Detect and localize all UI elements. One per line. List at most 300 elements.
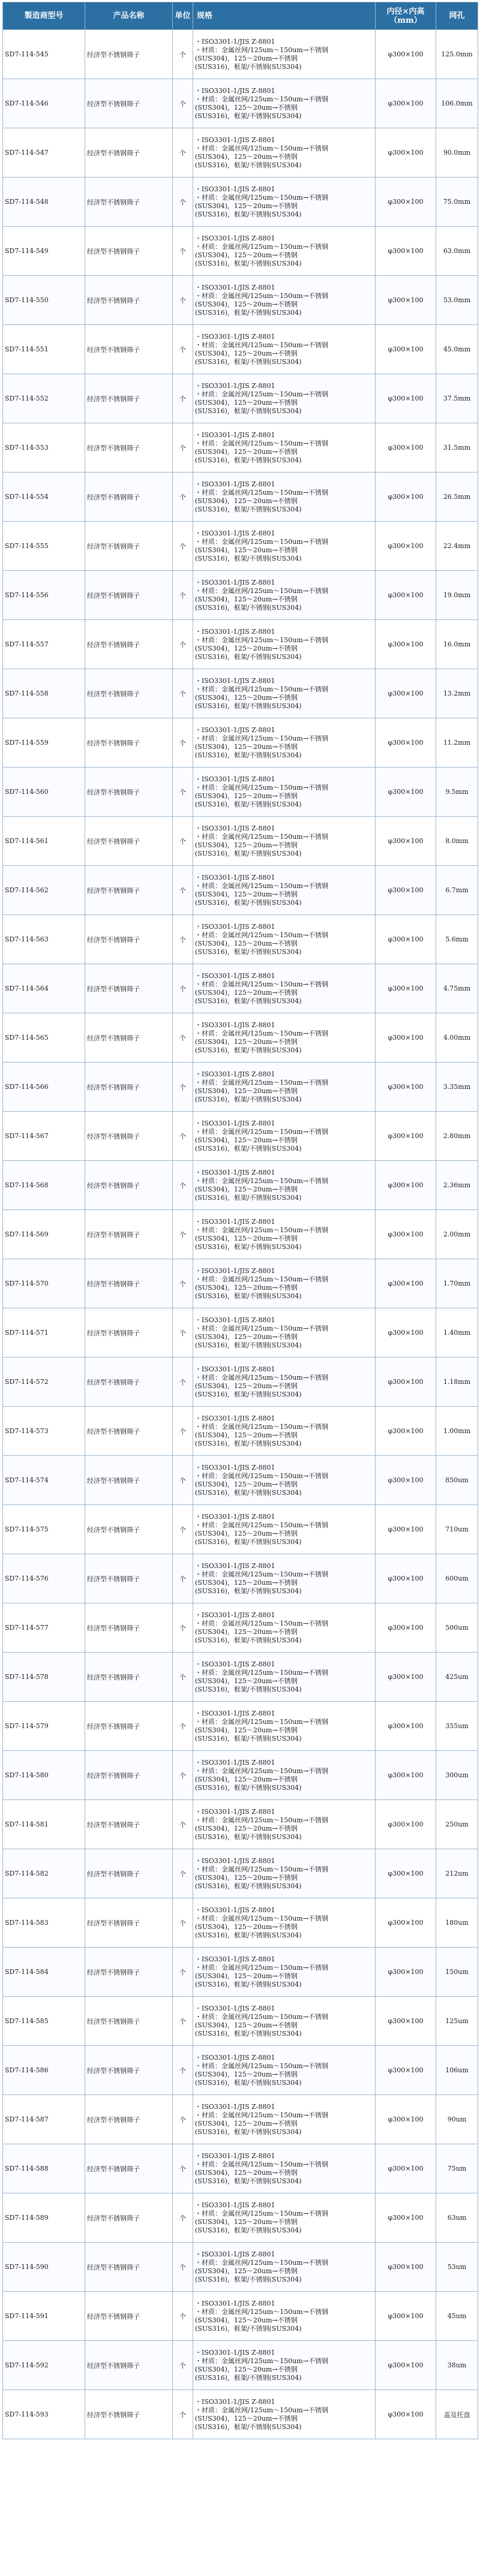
cell-mesh: 1.18mm [436, 1358, 478, 1407]
cell-unit: 个 [173, 1603, 193, 1653]
spec-line: (SUS304)，125～20um→不锈钢 [195, 1136, 298, 1144]
spec-line: ・ISO3301-1/JIS Z-8801 [195, 627, 275, 636]
cell-mesh: 53.0mm [436, 276, 478, 325]
cell-size: φ300×100 [376, 522, 436, 571]
cell-name: 经济型不锈钢筛子 [85, 177, 173, 227]
spec-line: (SUS304)，125～20um→不锈钢 [195, 1873, 298, 1882]
spec-line: (SUS304)，125～20um→不锈钢 [195, 2021, 298, 2029]
spec-line: (SUS304)，125～20um→不锈钢 [195, 447, 298, 456]
spec-line: ・ISO3301-1/JIS Z-8801 [195, 86, 275, 95]
cell-mesh: 355um [436, 1702, 478, 1751]
cell-size: φ300×100 [376, 128, 436, 177]
cell-spec [193, 177, 376, 227]
spec-line: (SUS304)，125～20um→不锈钢 [195, 2267, 298, 2275]
cell-name: 经济型不锈钢筛子 [85, 1997, 173, 2046]
spec-line: ・ISO3301-1/JIS Z-8801 [195, 381, 275, 390]
cell-model: SD7-114-571 [3, 1308, 85, 1358]
cell-mesh: 90um [436, 2095, 478, 2144]
table-row [3, 177, 478, 227]
table-row [3, 1603, 478, 1653]
cell-spec [193, 1800, 376, 1849]
spec-line: (SUS304)，125～20um→不锈钢 [195, 1726, 298, 1734]
table-row [3, 2046, 478, 2095]
cell-name: 经济型不锈钢筛子 [85, 571, 173, 620]
cell-model: SD7-114-546 [3, 79, 85, 128]
spec-line: (SUS316)，框架/不锈钢(SUS304) [195, 1882, 302, 1890]
spec-line: (SUS304)，125～20um→不锈钢 [195, 349, 298, 357]
cell-model: SD7-114-577 [3, 1603, 85, 1653]
spec-line: ・ISO3301-1/JIS Z-8801 [195, 1758, 275, 1767]
spec-line: (SUS304)，125～20um→不锈钢 [195, 988, 298, 997]
cell-mesh: 106um [436, 2046, 478, 2095]
cell-model: SD7-114-568 [3, 1161, 85, 1210]
spec-line: (SUS304)，125～20um→不锈钢 [195, 693, 298, 702]
cell-size: φ300×100 [376, 817, 436, 866]
cell-mesh: 9.5mm [436, 768, 478, 817]
cell-name: 经济型不锈钢筛子 [85, 522, 173, 571]
cell-size: φ300×100 [376, 1849, 436, 1898]
spec-line: (SUS316)，框架/不锈钢(SUS304) [195, 2226, 302, 2234]
cell-name: 经济型不锈钢筛子 [85, 915, 173, 964]
table-row [3, 817, 478, 866]
spec-line: ・ISO3301-1/JIS Z-8801 [195, 1414, 275, 1422]
spec-line: (SUS316)，框架/不锈钢(SUS304) [195, 1685, 302, 1693]
spec-line: ・ISO3301-1/JIS Z-8801 [195, 2201, 275, 2209]
spec-line: (SUS304)，125～20um→不锈钢 [195, 1332, 298, 1341]
table-row [3, 1013, 478, 1063]
table-row [3, 1898, 478, 1948]
spec-line: ・材质：金属丝网/125um～150um→不锈钢 [195, 341, 328, 349]
spec-line: ・材质：金属丝网/125um～150um→不锈钢 [195, 242, 328, 251]
cell-model: SD7-114-545 [3, 30, 85, 79]
cell-model: SD7-114-579 [3, 1702, 85, 1751]
cell-size: φ300×100 [376, 227, 436, 276]
cell-size: φ300×100 [376, 669, 436, 718]
spec-line: ・ISO3301-1/JIS Z-8801 [195, 234, 275, 242]
cell-spec [193, 374, 376, 423]
cell-size: φ300×100 [376, 1702, 436, 1751]
cell-mesh: 600um [436, 1554, 478, 1603]
cell-size: φ300×100 [376, 2292, 436, 2341]
cell-model: SD7-114-554 [3, 473, 85, 522]
cell-model: SD7-114-584 [3, 1948, 85, 1997]
table-row [3, 128, 478, 177]
cell-model: SD7-114-582 [3, 1849, 85, 1898]
cell-model: SD7-114-591 [3, 2292, 85, 2341]
spec-line: (SUS316)，框架/不锈钢(SUS304) [195, 1488, 302, 1497]
spec-line: ・ISO3301-1/JIS Z-8801 [195, 2250, 275, 2258]
cell-unit: 个 [173, 1259, 193, 1308]
spec-line: (SUS304)，125～20um→不锈钢 [195, 2414, 298, 2422]
cell-mesh: 1.70mm [436, 1259, 478, 1308]
table-row [3, 768, 478, 817]
cell-unit: 个 [173, 2046, 193, 2095]
table-row [3, 1849, 478, 1898]
spec-line: (SUS304)，125～20um→不锈钢 [195, 251, 298, 259]
cell-name: 经济型不锈钢筛子 [85, 325, 173, 374]
spec-line: ・材质：金属丝网/125um～150um→不锈钢 [195, 439, 328, 447]
cell-mesh: 710um [436, 1505, 478, 1554]
cell-size: φ300×100 [376, 1112, 436, 1161]
header-mesh: 网孔 [436, 2, 478, 30]
cell-unit: 个 [173, 1898, 193, 1948]
spec-line: (SUS304)，125～20um→不锈钢 [195, 644, 298, 652]
cell-unit: 个 [173, 1210, 193, 1259]
table-row [3, 620, 478, 669]
spec-line: ・材质：金属丝网/125um～150um→不锈钢 [195, 1176, 328, 1185]
cell-name: 经济型不锈钢筛子 [85, 2243, 173, 2292]
spec-line: ・材质：金属丝网/125um～150um→不锈钢 [195, 1422, 328, 1431]
spec-line: ・材质：金属丝网/125um～150um→不锈钢 [195, 1324, 328, 1332]
cell-size: φ300×100 [376, 276, 436, 325]
cell-unit: 个 [173, 915, 193, 964]
cell-size: φ300×100 [376, 1456, 436, 1505]
table-row [3, 718, 478, 768]
cell-name: 经济型不锈钢筛子 [85, 423, 173, 473]
cell-spec [193, 1849, 376, 1898]
table-row [3, 1653, 478, 1702]
spec-line: ・ISO3301-1/JIS Z-8801 [195, 332, 275, 341]
cell-name: 经济型不锈钢筛子 [85, 1948, 173, 1997]
spec-line: (SUS304)，125～20um→不锈钢 [195, 54, 298, 62]
cell-model: SD7-114-564 [3, 964, 85, 1013]
spec-line: ・ISO3301-1/JIS Z-8801 [195, 1906, 275, 1914]
spec-line: (SUS304)，125～20um→不锈钢 [195, 546, 298, 554]
spec-line: ・ISO3301-1/JIS Z-8801 [195, 1512, 275, 1521]
cell-name: 经济型不锈钢筛子 [85, 1554, 173, 1603]
spec-line: (SUS316)，框架/不锈钢(SUS304) [195, 898, 302, 907]
cell-size: φ300×100 [376, 1800, 436, 1849]
spec-line: (SUS316)，框架/不锈钢(SUS304) [195, 456, 302, 464]
cell-mesh: 250um [436, 1800, 478, 1849]
cell-model: SD7-114-569 [3, 1210, 85, 1259]
cell-spec [193, 1013, 376, 1063]
spec-line: ・材质：金属丝网/125um～150um→不锈钢 [195, 390, 328, 398]
cell-name: 经济型不锈钢筛子 [85, 1456, 173, 1505]
spec-line: (SUS304)，125～20um→不锈钢 [195, 1627, 298, 1636]
spec-line: (SUS316)，框架/不锈钢(SUS304) [195, 1144, 302, 1152]
spec-line: (SUS316)，框架/不锈钢(SUS304) [195, 1439, 302, 1448]
spec-line: ・材质：金属丝网/125um～150um→不锈钢 [195, 1127, 328, 1136]
cell-unit: 个 [173, 2095, 193, 2144]
spec-line: (SUS316)，框架/不锈钢(SUS304) [195, 1734, 302, 1743]
spec-line: ・材质：金属丝网/125um～150um→不锈钢 [195, 2307, 328, 2316]
table-row [3, 1259, 478, 1308]
spec-line: (SUS304)，125～20um→不锈钢 [195, 1382, 298, 1390]
cell-mesh: 4.75mm [436, 964, 478, 1013]
cell-mesh: 125um [436, 1997, 478, 2046]
table-body [3, 30, 478, 2439]
cell-spec [193, 276, 376, 325]
product-table [2, 2, 478, 2439]
cell-size: φ300×100 [376, 374, 436, 423]
cell-model: SD7-114-550 [3, 276, 85, 325]
cell-model: SD7-114-580 [3, 1751, 85, 1800]
header-unit: 单位 [173, 2, 193, 30]
table-row [3, 1702, 478, 1751]
table-row [3, 227, 478, 276]
cell-size: φ300×100 [376, 2341, 436, 2390]
cell-size: φ300×100 [376, 1653, 436, 1702]
cell-size: φ300×100 [376, 177, 436, 227]
cell-unit: 个 [173, 2144, 193, 2193]
table-row [3, 1112, 478, 1161]
spec-line: ・材质：金属丝网/125um～150um→不锈钢 [195, 783, 328, 792]
spec-line: ・ISO3301-1/JIS Z-8801 [195, 1070, 275, 1078]
cell-name: 经济型不锈钢筛子 [85, 620, 173, 669]
spec-line: ・材质：金属丝网/125um～150um→不锈钢 [195, 881, 328, 890]
cell-model: SD7-114-586 [3, 2046, 85, 2095]
cell-unit: 个 [173, 571, 193, 620]
cell-name: 经济型不锈钢筛子 [85, 2095, 173, 2144]
spec-line: (SUS316)，框架/不锈钢(SUS304) [195, 554, 302, 562]
header-spec: 规格 [193, 2, 376, 30]
table-row [3, 571, 478, 620]
cell-model: SD7-114-574 [3, 1456, 85, 1505]
table-row [3, 374, 478, 423]
spec-line: (SUS304)，125～20um→不锈钢 [195, 1431, 298, 1439]
spec-line: ・ISO3301-1/JIS Z-8801 [195, 1807, 275, 1816]
cell-unit: 个 [173, 1505, 193, 1554]
spec-line: (SUS316)，框架/不锈钢(SUS304) [195, 849, 302, 857]
spec-line: (SUS304)，125～20um→不锈钢 [195, 841, 298, 849]
spec-line: ・材质：金属丝网/125um～150um→不锈钢 [195, 734, 328, 742]
cell-unit: 个 [173, 1751, 193, 1800]
cell-spec [193, 1948, 376, 1997]
cell-spec [193, 2193, 376, 2243]
spec-line: (SUS316)，框架/不锈钢(SUS304) [195, 1636, 302, 1644]
cell-mesh: 106.0mm [436, 79, 478, 128]
cell-name: 经济型不锈钢筛子 [85, 1849, 173, 1898]
table-row [3, 2390, 478, 2439]
cell-name: 经济型不锈钢筛子 [85, 1505, 173, 1554]
table-row [3, 1997, 478, 2046]
cell-spec [193, 2243, 376, 2292]
cell-name: 经济型不锈钢筛子 [85, 1407, 173, 1456]
cell-name: 经济型不锈钢筛子 [85, 128, 173, 177]
cell-mesh: 3.35mm [436, 1063, 478, 1112]
spec-line: ・ISO3301-1/JIS Z-8801 [195, 1266, 275, 1275]
spec-line: ・ISO3301-1/JIS Z-8801 [195, 1660, 275, 1668]
spec-line: (SUS316)，框架/不锈钢(SUS304) [195, 702, 302, 710]
cell-size: φ300×100 [376, 423, 436, 473]
cell-size: φ300×100 [376, 1407, 436, 1456]
cell-unit: 个 [173, 473, 193, 522]
spec-line: ・ISO3301-1/JIS Z-8801 [195, 1365, 275, 1373]
cell-unit: 个 [173, 1800, 193, 1849]
cell-spec [193, 1751, 376, 1800]
spec-line: ・材质：金属丝网/125um～150um→不锈钢 [195, 193, 328, 201]
table-row [3, 669, 478, 718]
spec-line: ・材质：金属丝网/125um～150um→不锈钢 [195, 685, 328, 693]
spec-line: ・ISO3301-1/JIS Z-8801 [195, 283, 275, 291]
cell-model: SD7-114-549 [3, 227, 85, 276]
spec-line: ・ISO3301-1/JIS Z-8801 [195, 775, 275, 783]
spec-line: ・ISO3301-1/JIS Z-8801 [195, 1316, 275, 1324]
cell-mesh: 16.0mm [436, 620, 478, 669]
cell-spec [193, 1407, 376, 1456]
spec-line: (SUS304)，125～20um→不锈钢 [195, 152, 298, 161]
cell-unit: 个 [173, 276, 193, 325]
spec-line: ・ISO3301-1/JIS Z-8801 [195, 2053, 275, 2062]
spec-line: (SUS304)，125～20um→不锈钢 [195, 1283, 298, 1292]
cell-name: 经济型不锈钢筛子 [85, 817, 173, 866]
table-row [3, 1800, 478, 1849]
cell-size: φ300×100 [376, 1063, 436, 1112]
cell-spec [193, 325, 376, 374]
cell-mesh: 37.5mm [436, 374, 478, 423]
table-row [3, 276, 478, 325]
cell-name: 经济型不锈钢筛子 [85, 669, 173, 718]
cell-model: SD7-114-561 [3, 817, 85, 866]
cell-size: φ300×100 [376, 1161, 436, 1210]
cell-size: φ300×100 [376, 473, 436, 522]
cell-spec [193, 1161, 376, 1210]
cell-unit: 个 [173, 1653, 193, 1702]
table-row [3, 423, 478, 473]
cell-mesh: 500um [436, 1603, 478, 1653]
header-size: 内径×内高 （mm） [376, 2, 436, 30]
cell-model: SD7-114-578 [3, 1653, 85, 1702]
spec-line: ・材质：金属丝网/125um～150um→不锈钢 [195, 1226, 328, 1234]
spec-line: ・材质：金属丝网/125um～150um→不锈钢 [195, 1668, 328, 1677]
spec-line: (SUS304)，125～20um→不锈钢 [195, 398, 298, 407]
table-row [3, 1308, 478, 1358]
spec-line: ・材质：金属丝网/125um～150um→不锈钢 [195, 1767, 328, 1775]
spec-line: (SUS316)，框架/不锈钢(SUS304) [195, 2324, 302, 2333]
spec-line: ・材质：金属丝网/125um～150um→不锈钢 [195, 832, 328, 841]
cell-mesh: 850um [436, 1456, 478, 1505]
table-row [3, 1751, 478, 1800]
cell-mesh: 150um [436, 1948, 478, 1997]
cell-mesh: 22.4mm [436, 522, 478, 571]
cell-name: 经济型不锈钢筛子 [85, 79, 173, 128]
spec-line: (SUS304)，125～20um→不锈钢 [195, 1480, 298, 1488]
spec-line: ・ISO3301-1/JIS Z-8801 [195, 1561, 275, 1570]
cell-size: φ300×100 [376, 30, 436, 79]
cell-mesh: 425um [436, 1653, 478, 1702]
spec-line: (SUS304)，125～20um→不锈钢 [195, 300, 298, 308]
cell-spec [193, 1898, 376, 1948]
cell-name: 经济型不锈钢筛子 [85, 2341, 173, 2390]
cell-model: SD7-114-562 [3, 866, 85, 915]
cell-size: φ300×100 [376, 1948, 436, 1997]
spec-line: ・ISO3301-1/JIS Z-8801 [195, 726, 275, 734]
spec-line: (SUS316)，框架/不锈钢(SUS304) [195, 1537, 302, 1546]
cell-name: 经济型不锈钢筛子 [85, 30, 173, 79]
spec-line: ・ISO3301-1/JIS Z-8801 [195, 1119, 275, 1127]
cell-name: 经济型不锈钢筛子 [85, 1898, 173, 1948]
cell-size: φ300×100 [376, 620, 436, 669]
table-row [3, 866, 478, 915]
spec-line: ・材质：金属丝网/125um～150um→不锈钢 [195, 1619, 328, 1627]
spec-line: (SUS316)，框架/不锈钢(SUS304) [195, 947, 302, 956]
spec-line: (SUS316)，框架/不锈钢(SUS304) [195, 2078, 302, 2087]
spec-line: ・ISO3301-1/JIS Z-8801 [195, 922, 275, 931]
cell-unit: 个 [173, 817, 193, 866]
cell-unit: 个 [173, 2341, 193, 2390]
spec-line: (SUS316)，框架/不锈钢(SUS304) [195, 210, 302, 218]
table-row [3, 2243, 478, 2292]
spec-line: ・材质：金属丝网/125um～150um→不锈钢 [195, 1570, 328, 1578]
cell-model: SD7-114-557 [3, 620, 85, 669]
cell-unit: 个 [173, 1358, 193, 1407]
header-row [3, 2, 478, 30]
cell-size: φ300×100 [376, 1603, 436, 1653]
cell-size: φ300×100 [376, 964, 436, 1013]
cell-size: φ300×100 [376, 1898, 436, 1948]
cell-mesh: 26.5mm [436, 473, 478, 522]
cell-size: φ300×100 [376, 866, 436, 915]
cell-unit: 个 [173, 768, 193, 817]
cell-unit: 个 [173, 79, 193, 128]
spec-line: ・ISO3301-1/JIS Z-8801 [195, 971, 275, 980]
table-row [3, 1063, 478, 1112]
cell-name: 经济型不锈钢筛子 [85, 374, 173, 423]
spec-line: ・ISO3301-1/JIS Z-8801 [195, 37, 275, 46]
spec-line: ・材质：金属丝网/125um～150um→不锈钢 [195, 1963, 328, 1972]
cell-spec [193, 30, 376, 79]
spec-line: ・ISO3301-1/JIS Z-8801 [195, 1463, 275, 1471]
spec-line: ・材质：金属丝网/125um～150um→不锈钢 [195, 2258, 328, 2267]
spec-line: (SUS316)，框架/不锈钢(SUS304) [195, 652, 302, 661]
header-model: 製造商型号 [3, 2, 85, 30]
cell-spec [193, 1063, 376, 1112]
table-row [3, 1505, 478, 1554]
spec-line: (SUS304)，125～20um→不锈钢 [195, 1824, 298, 1832]
spec-line: ・ISO3301-1/JIS Z-8801 [195, 1955, 275, 1963]
cell-spec [193, 817, 376, 866]
cell-spec [193, 1308, 376, 1358]
cell-unit: 个 [173, 374, 193, 423]
spec-line: ・材质：金属丝网/125um～150um→不锈钢 [195, 1275, 328, 1283]
cell-spec [193, 1702, 376, 1751]
cell-mesh: 2.00mm [436, 1210, 478, 1259]
cell-name: 经济型不锈钢筛子 [85, 1308, 173, 1358]
cell-spec [193, 1997, 376, 2046]
spec-line: (SUS304)，125～20um→不锈钢 [195, 2217, 298, 2226]
spec-line: ・材质：金属丝网/125um～150um→不锈钢 [195, 2012, 328, 2021]
table-row [3, 1358, 478, 1407]
spec-line: (SUS304)，125～20um→不锈钢 [195, 1529, 298, 1537]
cell-spec [193, 915, 376, 964]
cell-spec [193, 2390, 376, 2439]
cell-spec [193, 1603, 376, 1653]
cell-model: SD7-114-583 [3, 1898, 85, 1948]
spec-line: (SUS304)，125～20um→不锈钢 [195, 201, 298, 210]
spec-line: (SUS304)，125～20um→不锈钢 [195, 939, 298, 947]
cell-mesh: 53um [436, 2243, 478, 2292]
cell-unit: 个 [173, 227, 193, 276]
spec-line: (SUS316)，框架/不锈钢(SUS304) [195, 1980, 302, 1988]
table-row [3, 2341, 478, 2390]
cell-mesh: 63.0mm [436, 227, 478, 276]
cell-spec [193, 1259, 376, 1308]
spec-line: ・ISO3301-1/JIS Z-8801 [195, 2151, 275, 2160]
cell-mesh: 19.0mm [436, 571, 478, 620]
cell-name: 经济型不锈钢筛子 [85, 227, 173, 276]
cell-name: 经济型不锈钢筛子 [85, 1013, 173, 1063]
cell-spec [193, 1554, 376, 1603]
spec-line: ・材质：金属丝网/125um～150um→不锈钢 [195, 95, 328, 103]
spec-line: (SUS316)，框架/不锈钢(SUS304) [195, 2127, 302, 2136]
cell-mesh: 63um [436, 2193, 478, 2243]
spec-line: (SUS316)，框架/不锈钢(SUS304) [195, 1783, 302, 1792]
spec-line: ・ISO3301-1/JIS Z-8801 [195, 185, 275, 193]
cell-mesh: 6.7mm [436, 866, 478, 915]
spec-line: (SUS304)，125～20um→不锈钢 [195, 2365, 298, 2373]
table-row [3, 325, 478, 374]
